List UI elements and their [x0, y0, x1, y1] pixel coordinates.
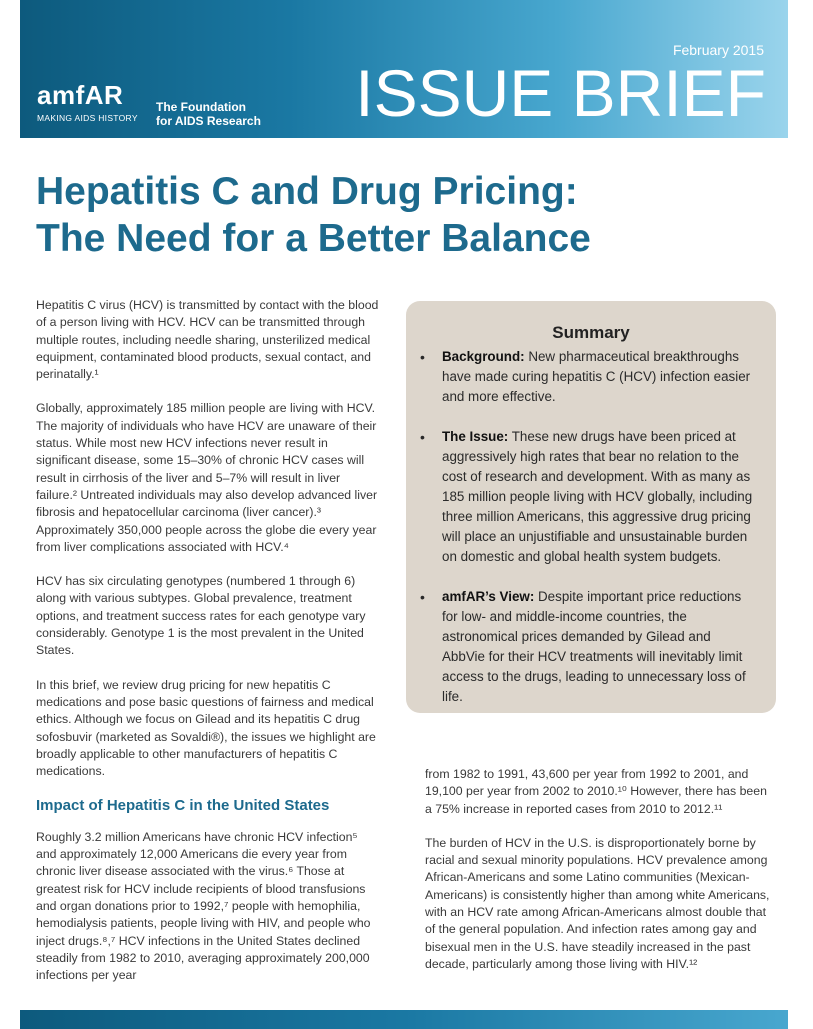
right-column	[425, 766, 770, 990]
summary-label: The Issue:	[442, 429, 509, 444]
summary-heading: Summary	[552, 323, 630, 342]
summary-item-issue	[442, 427, 754, 567]
summary-item-background	[442, 347, 754, 407]
foundation-line2: for AIDS Research	[156, 114, 261, 128]
summary-box	[406, 301, 776, 713]
paragraph-genotypes: HCV has six circulating genotypes (numbered 1 through 6) along with various subtypes. Global prevalence, treatment options, and treatment success rates for each genotype vary considerably. Genotype 1 is the most prevalent in the United States.	[36, 574, 366, 658]
foundation-name	[156, 100, 261, 128]
section-heading: Impact of Hepatitis C in the United States	[36, 797, 330, 815]
summary-text: New pharmaceutical breakthroughs have made curing hepatitis C (HCV) infection easier and more effective.	[442, 349, 751, 404]
summary-text: Despite important price reductions for low- and middle-income countries, the astronomical prices demanded by Gilead and AbbVie for their HCV treatments will inevitably limit access to the drugs, leading to unnecessary loss of life.	[442, 589, 746, 704]
document-title	[36, 168, 591, 262]
paragraph-global: Globally, approximately 185 million people are living with HCV. The majority of individuals who have HCV are unaware of their status. While most new HCV infections never result in significant disease, some 15–30% of chronic HCV cases will result in cirrhosis of the liver and 5–7% will result in liver failure.² Untreated individuals may also develop advanced liver fibrosis and hepatocellular carcinoma (liver cancer).³ Approximately 350,000 people across the globe die every year from liver complications associated with HCV.⁴	[36, 401, 378, 554]
publication-date: February 2015	[672, 42, 764, 58]
left-column	[36, 297, 381, 1001]
paragraph-infection-trend: from 1982 to 1991, 43,600 per year from 1992 to 2001, and 19,100 per year from 2002 to 2010.¹⁰ However, there has been a 75% increase in reported cases from 2010 to 2012.¹¹	[425, 767, 767, 816]
foundation-line1: The Foundation	[156, 100, 246, 114]
paragraph-minority-burden: The burden of HCV in the U.S. is disproportionately borne by racial and sexual minority populations. HCV prevalence among African-Americans and some Latino communities (Mexican-Americans) is consistently higher than among white Americans, with an HCV rate among African-Americans almost double that of the general population. And infection rates among gay and bisexual men in the U.S. have steadily increased in the past decade, particularly among those living with HIV.¹²	[425, 835, 770, 971]
logo-tagline: MAKING AIDS HISTORY	[37, 113, 138, 123]
amfar-logo	[37, 80, 138, 123]
title-line2: The Need for a Better Balance	[36, 217, 591, 260]
summary-item-view	[442, 587, 754, 707]
footer-bar	[20, 1010, 788, 1029]
summary-label: Background:	[442, 349, 525, 364]
summary-label: amfAR’s View:	[442, 589, 535, 604]
paragraph-brief-intro: In this brief, we review drug pricing for new hepatitis C medications and pose basic questions of fairness and medical ethics. Although we focus on Gilead and its hepatitis C drug sofosbuvir (marketed as Sovaldi®), the issues we highlight are broadly applicable to other manufacturers of hepatitis C medications.	[36, 677, 376, 779]
logo-wordmark: amfAR	[37, 80, 124, 110]
header-banner	[20, 0, 788, 138]
paragraph-us-impact: Roughly 3.2 million Americans have chronic HCV infection⁵ and approximately 12,000 Americans die every year from chronic liver disease associated with the virus.⁶ Those at greatest risk for HCV include recipients of blood transfusions and organ donations prior to 1992,⁷ people with hemophilia, hemodialysis patients, people living with HIV, and people who inject drugs.⁸,⁷ HCV infections in the United States declined steadily from 1982 to 2010, averaging approximately 200,000 infections per year	[36, 829, 371, 983]
issue-brief-label: ISSUE BRIEF	[355, 56, 766, 130]
summary-list	[406, 347, 776, 707]
paragraph-transmission: Hepatitis C virus (HCV) is transmitted by contact with the blood of a person living with HCV. HCV can be transmitted through multiple routes, including needle sharing, unsterilized medical equipment, contaminated blood products, sexual contact, and perinatally.¹	[36, 298, 379, 382]
summary-text: These new drugs have been priced at aggressively high rates that bear no relation to the cost of research and development. With as many as 185 million people living with HCV globally, including three million Americans, this aggressive drug pricing will place an unjustifiable and unsustainable burden on domestic and global health system budgets.	[442, 429, 753, 564]
title-line1: Hepatitis C and Drug Pricing:	[36, 170, 578, 213]
